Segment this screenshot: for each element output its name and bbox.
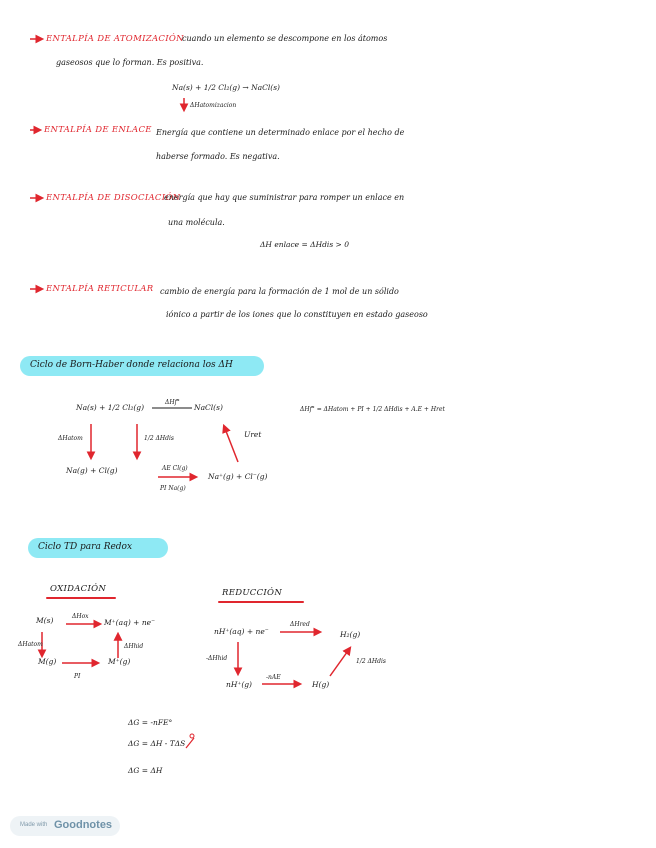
bh-top-arrow-label: ΔHf°	[165, 399, 180, 406]
ox-bottom-left: M(g)	[38, 657, 57, 666]
red-left-label: -ΔHhid	[206, 655, 228, 662]
redox-heading-text: Ciclo TD para Redox	[38, 542, 133, 552]
atomizacion-title: ENTALPÍA DE ATOMIZACIÓN	[46, 34, 184, 44]
made-with-text: Made with	[20, 822, 48, 828]
bh-bottom-arrow-top: AE Cl(g)	[162, 465, 188, 472]
bh-left-label: ΔHatom	[58, 435, 83, 442]
atomizacion-line2: gaseosos que lo forman. Es positiva.	[56, 58, 204, 67]
atomizacion-equation: Na(s) + 1/2 Cl₂(g) → NaCl(s)	[172, 83, 280, 92]
bh-top-right: NaCl(s)	[194, 403, 223, 412]
ox-bottom-arrow: PI	[74, 673, 81, 680]
disociacion-line2: una molécula.	[168, 218, 225, 227]
bh-bottom-left: Na(g) + Cl(g)	[66, 466, 118, 475]
reduccion-title: REDUCCIÓN	[222, 588, 283, 598]
born-haber-heading	[20, 356, 264, 376]
disociacion-line1: energía que hay que suministrar para romper un enlace en	[164, 193, 405, 202]
reticular-line2: iónico a partir de los iones que lo constituyen en estado gaseoso	[166, 310, 428, 319]
ret-arrow-icon	[224, 426, 238, 462]
oxidacion-title: OXIDACIÓN	[50, 584, 107, 594]
red-bottom-arrow: -nAE	[266, 674, 281, 681]
bh-right-label: Uret	[244, 430, 262, 439]
gibbs-eq2: ΔG = ΔH - TΔS	[128, 739, 186, 748]
enlace-line2: haberse formado. Es negativa.	[156, 152, 280, 161]
gibbs-eq3: ΔG = ΔH	[128, 766, 163, 775]
reticular-title: ENTALPÍA RETICULAR	[46, 284, 154, 294]
ox-top-arrow: ΔHox	[72, 613, 89, 620]
disociacion-equation: ΔH enlace = ΔHdis > 0	[260, 240, 350, 249]
ox-right-label: ΔHhid	[124, 643, 144, 650]
ox-top-right: M⁺(aq) + ne⁻	[104, 618, 156, 627]
red-bottom-left: nH⁺(g)	[226, 680, 252, 689]
oxidacion-underline	[46, 597, 116, 599]
ox-top-left: M(s)	[36, 616, 54, 625]
ox-left-label: ΔHatom	[18, 641, 43, 648]
ox-bottom-right: M⁺(g)	[108, 657, 131, 666]
reticular-line1: cambio de energía para la formación de 1 mol de un sólido	[160, 287, 399, 296]
bh-bottom-right: Na⁺(g) + Cl⁻(g)	[208, 472, 268, 481]
reduccion-underline	[218, 601, 304, 603]
bh-top-left: Na(s) + 1/2 Cl₂(g)	[76, 403, 145, 412]
bh-side-formula: ΔHf° = ΔHatom + PI + 1/2 ΔHdis + A.E + Hret	[300, 406, 445, 413]
red-right-label: 1/2 ΔHdis	[356, 658, 386, 665]
gibbs-eq1: ΔG = -nFE°	[128, 718, 173, 727]
red-top-right: H₂(g)	[340, 630, 361, 639]
bh-bottom-arrow-bottom: PI Na(g)	[160, 485, 186, 492]
redox-heading	[28, 538, 168, 558]
red-right-arrow-icon	[330, 648, 350, 676]
born-haber-heading-text: Ciclo de Born-Haber donde relaciona los ΔH	[30, 360, 233, 370]
atomizacion-note: ΔHatomizacion	[190, 102, 237, 109]
atomizacion-line1: cuando un elemento se descompone en los átomos	[182, 34, 388, 43]
goodnotes-badge[interactable]	[10, 816, 120, 836]
enlace-line1: Energía que contiene un determinado enlace por el hecho de	[156, 128, 405, 137]
red-top-left: nH⁺(aq) + ne⁻	[214, 627, 269, 636]
goodnotes-logo: Goodnotes	[54, 819, 113, 831]
disociacion-title: ENTALPÍA DE DISOCIACIÓN	[46, 193, 181, 203]
bh-mid-label: 1/2 ΔHdis	[144, 435, 174, 442]
red-bottom-right: H(g)	[312, 680, 330, 689]
enlace-title: ENTALPÍA DE ENLACE	[44, 125, 152, 135]
red-top-arrow: ΔHred	[290, 621, 310, 628]
